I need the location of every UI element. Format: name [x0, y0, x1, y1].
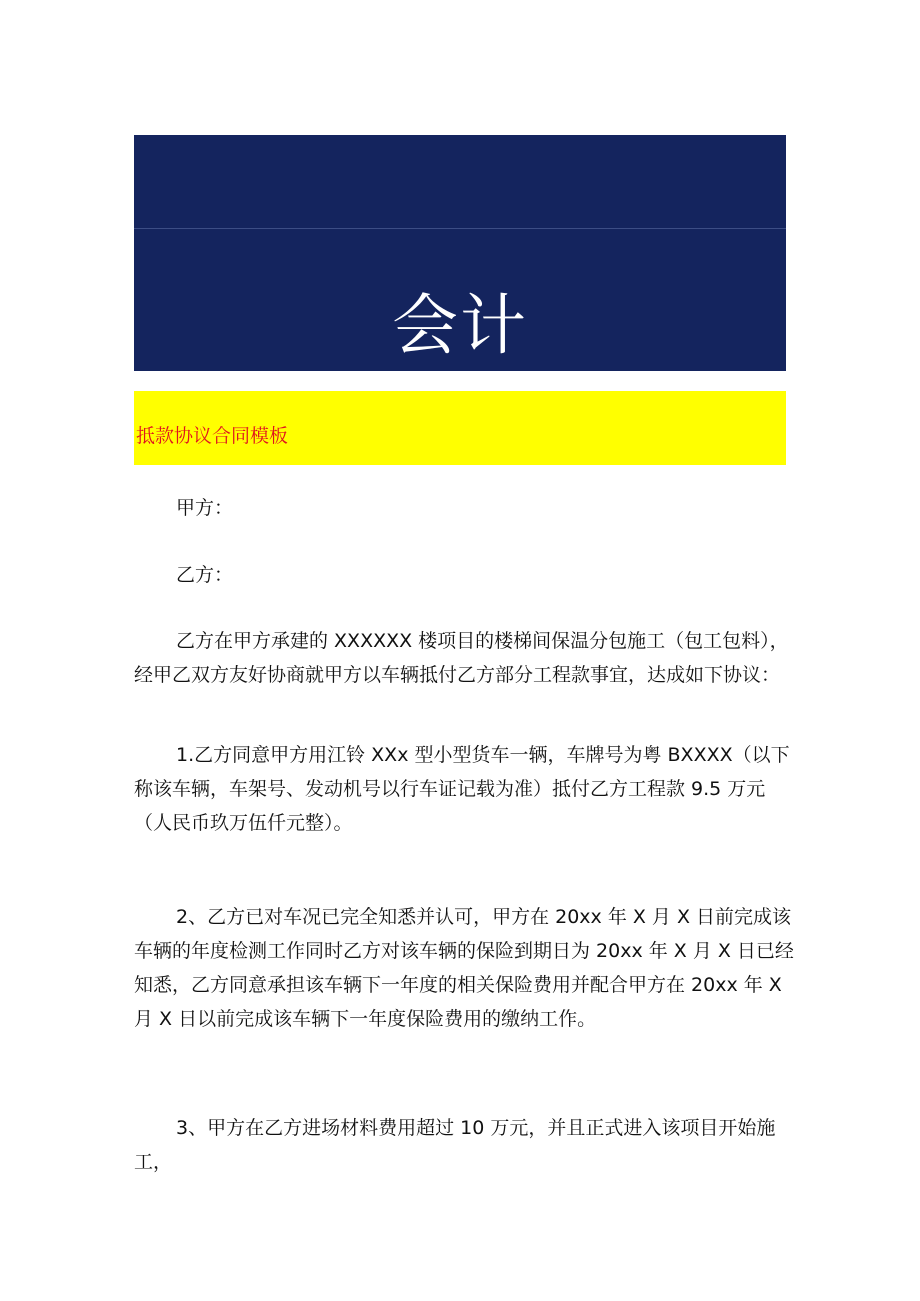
party-b-line: 乙方：: [176, 564, 234, 586]
document-title-bar: [134, 391, 786, 465]
clause-1: 1.乙方同意甲方用江铃 XXx 型小型货车一辆，车牌号为粤 BXXXX（以下称该车辆，车架号、发动机号以行车证记载为准）抵付乙方工程款 9.5 万元（人民币玖万伍仟元整）。: [134, 744, 790, 834]
intro-paragraph: 乙方在甲方承建的 XXXXXX 楼项目的楼梯间保温分包施工（包工包料），经甲乙双方友好协商就甲方以车辆抵付乙方部分工程款事宜，达成如下协议：: [134, 630, 789, 686]
banner-title-line-1: 会计: [392, 287, 528, 364]
clause-3: 3、甲方在乙方进场材料费用超过 10 万元，并且正式进入该项目开始施工，: [134, 1117, 776, 1173]
header-banner: [134, 135, 786, 371]
party-a-line: 甲方：: [176, 497, 234, 519]
banner-divider: [134, 228, 786, 229]
clause-2: 2、乙方已对车况已完全知悉并认可，甲方在 20xx 年 X 月 X 日前完成该车辆的年度检测工作同时乙方对该车辆的保险到期日为 20xx 年 X 月 X 日已经知悉，乙方同意承担该车辆下一年度的相关保险费用并配合甲方在 20xx 年 X 月 X 日以前完成该车辆下一年度保险费用的缴纳工作。: [134, 906, 794, 1030]
document-title: 抵款协议合同模板: [136, 425, 289, 447]
